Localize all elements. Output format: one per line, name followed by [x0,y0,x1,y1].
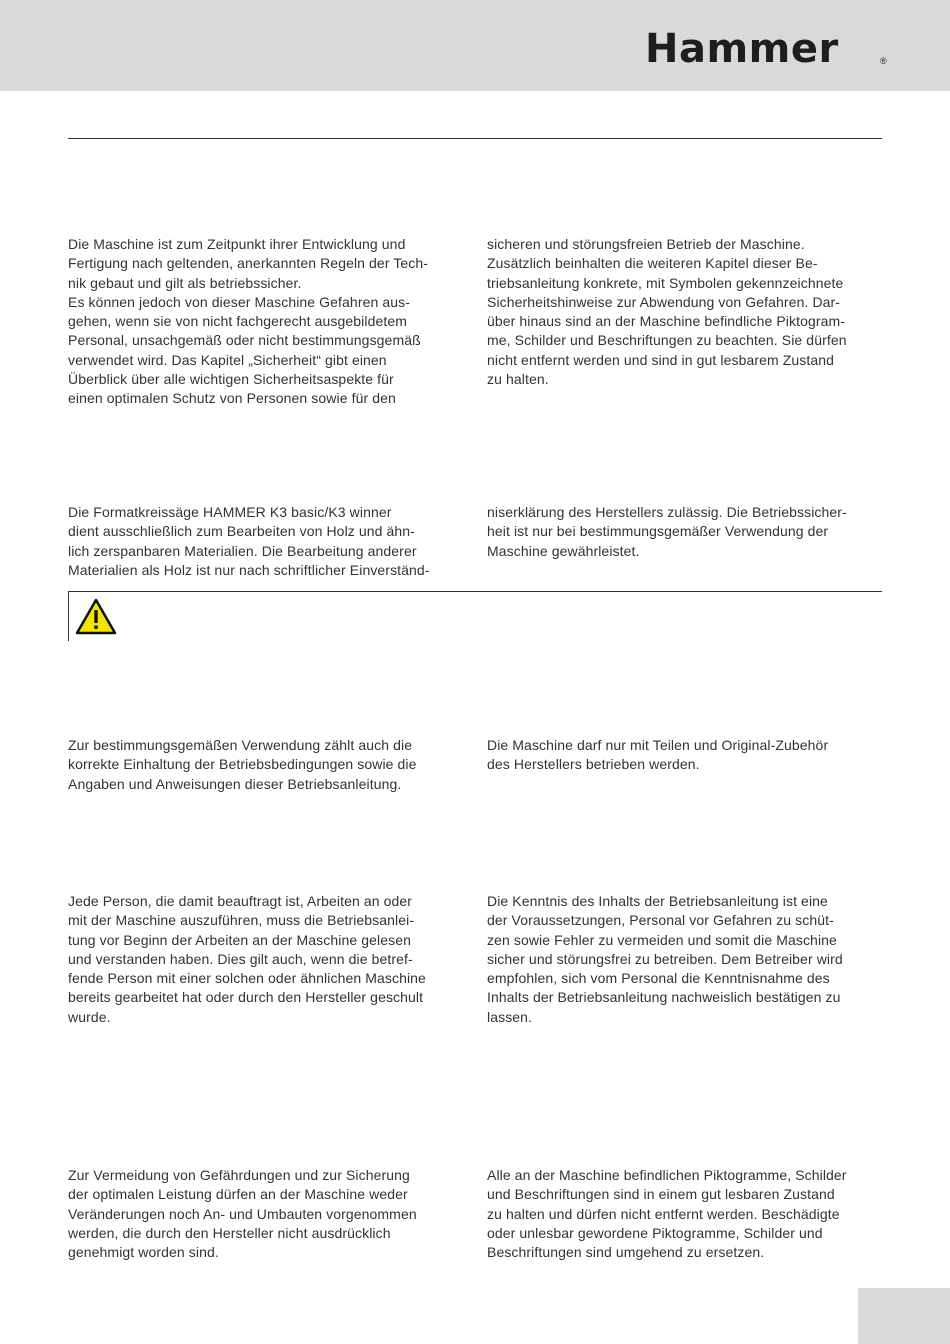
intro-left-text: Die Maschine ist zum Zeitpunkt ihrer Entwicklung und Fertigung nach geltenden, anerkannten Regeln der Tech- nik gebaut und gilt als betriebssicher. Es können jedoch von dieser Maschine Gefahren aus- gehen, wenn sie von nicht fachgerecht ausgebildetem Personal, unsachgemäß oder nicht bestimmungsgemäß verwendet wird. Das Kapitel „Sicherheit“ gibt einen Überblick über alle wichtigen Sicherheitsaspekte für einen optimalen Schutz von Personen sowie für den [68,236,429,407]
modifications-left-text: Zur Vermeidung von Gefährdungen und zur Sicherung der optimalen Leistung dürfen an der Maschine weder Veränderungen noch An- und Umbauten vorgenommen werden, die durch den Hersteller nicht ausdrücklich genehmigt worden sind. [68,1167,417,1261]
brand-logo: Hammer [645,26,839,72]
page-corner-tab [858,1288,950,1344]
warning-triangle-icon [75,598,117,635]
intro-right-text: sicheren und störungsfreien Betrieb der Maschine. Zusätzlich beinhalten die weiteren Kapitel dieser Be- triebsanleitung konkrete, mit Symbolen gekennzeichnete Sicherheitshinweise zur Abwendung von Gefahren. Dar- über hinaus sind an der Maschine befindliche Piktogram- me, Schilder und Beschriftungen zu beachten. Sie dürfen nicht entfernt werden und sind in gut lesbarem Zustand zu halten. [487,236,847,388]
top-divider [68,138,882,139]
warning-box [68,591,883,641]
conditions-right-text: Die Maschine darf nur mit Teilen und Original-Zubehör des Herstellers betrieben werden. [487,737,829,773]
personnel-left-text: Jede Person, die damit beauftragt ist, Arbeiten an oder mit der Maschine auszuführen, muss die Betriebsanlei- tung vor Beginn der Arbeiten an der Maschine gelesen und verstanden haben. Dies gilt auch, wenn die betref- fende Person mit einer solchen oder ähnlichen Maschine bereits gearbeitet hat oder durch den Hersteller geschult wurde. [68,893,426,1025]
modifications-right-text: Alle an der Maschine befindlichen Piktogramme, Schilder und Beschriftungen sind in einem gut lesbaren Zustand zu halten und dürfen nicht entfernt werden. Beschädigte oder unlesbar gewordene Piktogramme, Schilder und Beschriftungen sind umgehend zu ersetzen. [487,1167,847,1261]
usage-left-text: Die Formatkreissäge HAMMER K3 basic/K3 winner dient ausschließlich zum Bearbeiten von Holz und ähn- lich zerspanbaren Materialien. Die Bearbeitung anderer Materialien als Holz ist nur nach schriftlicher Einverständ- [68,504,430,578]
conditions-left-text: Zur bestimmungsgemäßen Verwendung zählt auch die korrekte Einhaltung der Betriebsbedingungen sowie die Angaben und Anweisungen dieser Betriebsanleitung. [68,737,417,792]
usage-right-text: niserklärung des Herstellers zulässig. Die Betriebssicher- heit ist nur bei bestimmungsgemäßer Verwendung der Maschine gewährleistet. [487,504,847,559]
registered-mark: ® [880,56,887,66]
personnel-right-text: Die Kenntnis des Inhalts der Betriebsanleitung ist eine der Voraussetzungen, Personal vor Gefahren zu schüt- zen sowie Fehler zu vermeiden und somit die Maschine sicher und störungsfrei zu betreiben. Dem Betreiber wird empfohlen, sich vom Personal die Kenntnisnahme des Inhalts der Betriebsanleitung nachweislich bestätigen zu lassen. [487,893,843,1025]
